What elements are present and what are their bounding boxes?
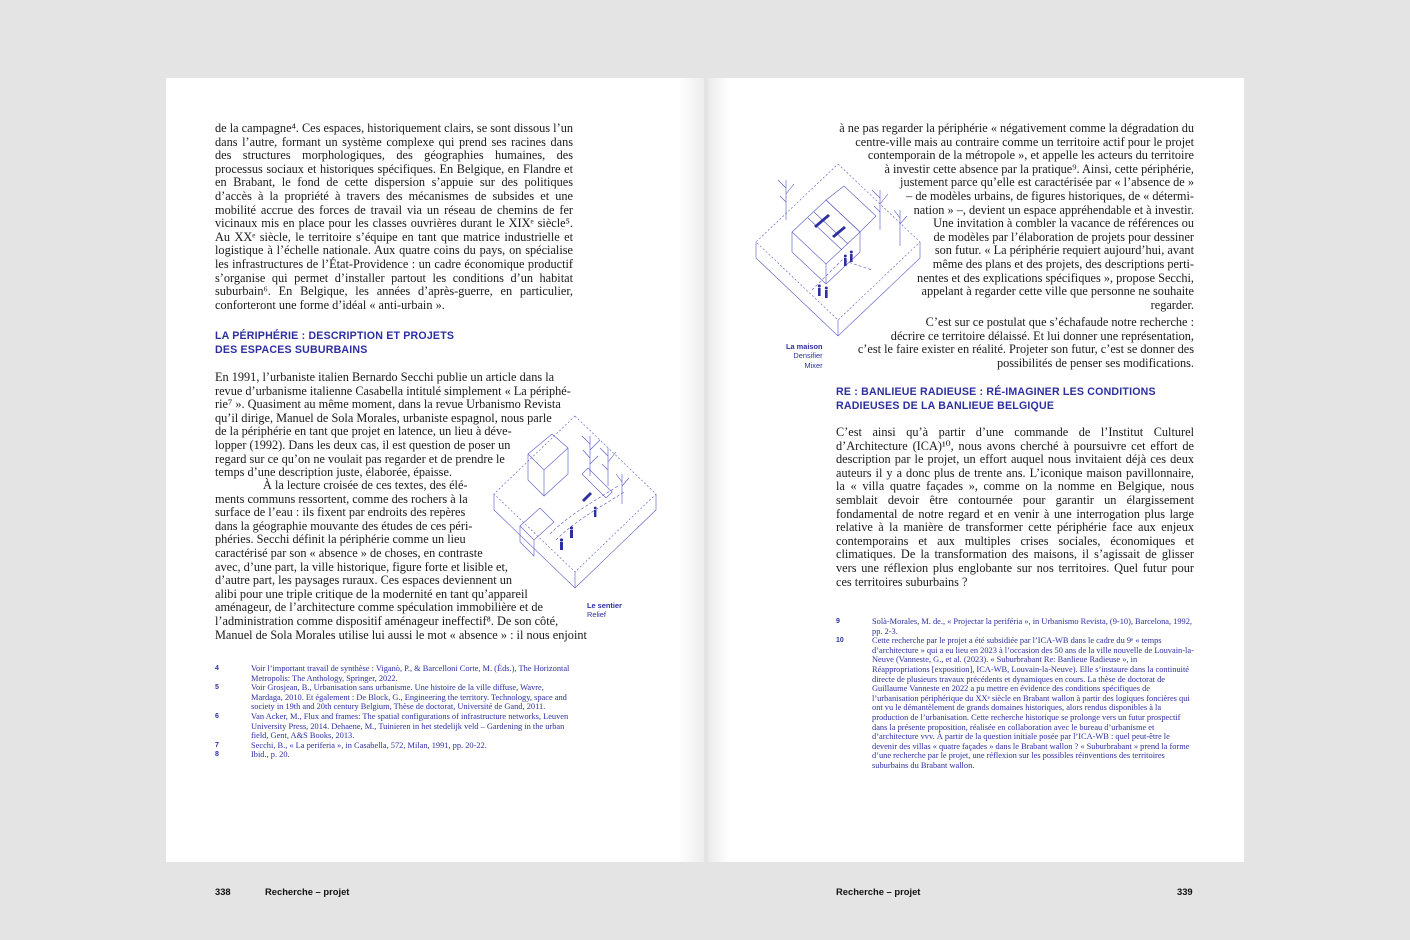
text-line: dans la géographie mouvante des études de ces péri- [215,518,473,533]
footnote-number: 8 [215,751,219,759]
footnote [215,683,575,712]
text-line: avec, d’une part, la ville historique, figure forte et lisible et, [215,559,508,574]
text-line: revue d’urbanisme italienne Casabella intitulé simplement « La périphé- [215,383,571,398]
text-line: nation » –, devient un espace appréhendable et à investir. [913,202,1194,217]
text-line: lopper (1992). Dans les deux cas, il est question de poser un [215,437,511,452]
footnote-number: 6 [215,712,219,720]
text-line: caractérisé par son « absence » de choses, en contraste [215,545,483,560]
footnote-text: Secchi, B., « La periferia », in Casabella, 572, Milan, 1991, pp. 20-22. [251,740,487,750]
house-isometric-illustration [752,160,924,346]
footnote-text: Voir Grosjean, B., Urbanisation sans urbanisme. Une histoire de la ville diffuse, Wavre, Mardaga, 2010. Et également : De Block, G., Engineering the territory. Technology, space and society in 19th and 20th century Belgium, Thèse de doctorat, Université de Gand, 2011. [251,683,567,712]
text-line: appelant à regarder cette ville que personne ne souhaite [921,284,1194,299]
text-line: regard sur ce qu’on ne voulait pas regarder et de prendre le [215,451,505,466]
text-line: son futur. « La périphérie requiert aujourd’hui, avant [934,243,1194,258]
footnote-text: Ibid., p. 20. [251,750,290,760]
footnote-number: 4 [215,665,219,672]
text-line: surface de l’eau : ils fixent par endroits des repères [215,505,466,520]
text-line: c’est le faire exister en réalité. Projeter son futur, c’est se donner des [857,342,1194,357]
text-line: C’est sur ce postulat que s’échafaude notre recherche : [925,315,1194,329]
section-heading: LA PÉRIPHÉRIE : DESCRIPTION ET PROJETS DES ESPACES SUBURBAINS [215,330,455,356]
text-line: regarder. [1150,297,1194,312]
text-line: contemporain de la métropole », et appelle les acteurs du territoire [867,148,1194,163]
page-number: 338 [215,886,231,897]
footnote-number: 10 [836,637,844,645]
text-line: justement parce qu’elle est caractérisée par « l’absence de » [900,175,1194,190]
page-number: 339 [1177,886,1193,897]
footnote [215,741,575,751]
running-title: Recherche – projet [265,886,350,897]
text-line: possibilités de penser ses modifications. [996,355,1194,370]
text-line: de la périphérie en tant que projet en latence, un lieu à déve- [215,424,512,439]
text-line: En 1991, l’urbaniste italien Bernardo Secchi publie un article dans la [215,370,555,384]
footnote-text: Cette recherche par le projet a été subsidiée par l’ICA-WB dans le cadre du 9ᵉ « temps d’architecture » qui a eu lieu en 2023 à l’occasion des 50 ans de la ville nouvelle de Louvain-la-Neuve (Vanneste, G., et al. (2023). « Suburbrabant Re: Banlieue Radieuse », in Réappropriations [exposition], ICA-WB, Louvain-la-Neuve). Elle s’instaure dans la continuité directe de plusieurs travaux précédents et dynamiques en cours. La thèse de doctorat de Guillaume Vanneste en 2022 a pu mettre en évidence des conditions spécifiques de l’urbanisation périphérique du XXᵉ siècle en Brabant wallon à partir des logiques foncières qui ont vu le démantèlement de grands domaines historiques, alors rendus disponibles à la production de l’urbanisation. Cette recherche historique se prolonge vers un futur prospectif dans la présente proposition, réalisée en collaboration avec le bureau d’urbanisme et d’architecture vvv. À partir de la question initiale posée par l’ICA-WB : quel peut-être le devenir des villas « quatre façades » dans le Brabant wallon ? « Suburbrabant » prend la forme d’une recherche par le projet, une réflexion sur les possibles réinventions des territoires suburbains du Brabant wallon. [872,636,1194,770]
text-line: temps d’une description juste, élaborée, épaisse. [215,465,452,480]
text-line: nentes et des explications spécifiques », propose Secchi, [917,270,1194,285]
text-line: alibi pour une triple critique de la modernité en tant qu’appareil [215,586,528,601]
text-line: – de modèles urbains, de figures historiques, de « détermi- [906,188,1194,203]
gutter-shadow [678,78,704,862]
footnote [215,664,575,683]
text-line: l’administration comme dispositif aménageur ineffectif⁸. De son côté, [215,613,559,628]
running-title: Recherche – projet [836,886,921,897]
section-heading: RE : BANLIEUE RADIEUSE : RÉ-IMAGINER LES CONDITIONS RADIEUSES DE LA BANLIEUE BELGIQUE [836,386,1156,412]
footnote-text: Solà-Morales, M. de., « Projectar la periféria », in Urbanismo Revista, (9-10), Barcelona, 1992, pp. 2-3. [872,617,1193,636]
footnote [836,636,1194,770]
text-line: à investir cette absence par la pratique⁹. Ainsi, cette périphérie, [884,161,1194,176]
footnote [215,712,575,741]
text-line: même des plans et des projets, des descriptions perti- [932,256,1194,271]
text-line: rie⁷ ». Quasiment au même moment, dans la revue Urbanismo Revista [215,397,561,412]
body-paragraph: C’est ainsi qu’à partir d’une commande de l’Institut Culturel d’Architecture (ICA)¹⁰, nous avons cherché à poursuivre cet effort de description par le projet, un effort auquel nous invitaient déjà ces deux auteurs il y a donc plus de trente ans. L’iconique maison pavillonnaire, la « villa quatre façades », comme on la nomme en Belgique, nous semblait devoir être contournée pour garantir un élargissement fondamental de notre regard et en venir à une interrogation plus large relative à la manière de transformer cette périphérie face aux enjeux contemporains et aux multiples crises sociales, économiques et climatiques. De la transformation des maisons, il s’agissait de glisser vers une réflexion plus englobante sur nos territoires. Quel futur pour ces territoires suburbains ? [836,425,1194,589]
footnotes [836,617,1194,771]
left-page [166,78,704,897]
text-line: centre-ville mais au contraire comme un territoire actif pour le projet [855,134,1194,149]
text-line: Manuel de Sola Morales utilise lui aussi le mot « absence » : il nous enjoint [215,627,587,642]
text-line: aménageur, de l’architecture comme spéculation immobilière et de [215,600,543,615]
path-isometric-illustration [490,414,660,604]
text-line: phéries. Secchi définit la périphérie comme un lieu [215,532,466,547]
footnote-text: Voir l’important travail de synthèse : Viganò, P., & Barcelloni Corte, M. (Éds.), The Horizontal Metropolis: The Anthology, Springer, 2022. [251,664,570,683]
figure-caption: La maison Densifier Mixer [786,342,823,370]
footnote [836,617,1194,636]
text-line: qu’il dirige, Manuel de Sola Morales, urbaniste espagnol, nous parle [215,410,552,425]
footnote-text: Van Acker, M., Flux and frames: The spatial configurations of infrastructure networks, Leuven University Press, 2014. Dehaene, M., Tuinieren in het stedelijk veld – Gardening in the urban field, Gent, A&S Books, 2013. [251,711,569,741]
text-line: à ne pas regarder la périphérie « négativement comme la dégradation du [839,121,1194,135]
footnotes [215,664,575,760]
footnote [215,750,575,760]
footnote-number: 7 [215,741,219,749]
text-line: de modèles par l’élaboration de projets pour dessiner [933,229,1194,244]
text-line: À la lecture croisée de ces textes, des élé- [263,478,468,492]
body-paragraph: de la campagne⁴. Ces espaces, historiquement clairs, se sont dissous l’un dans l’autre, formant un système complexe qui prend ses racines dans des structures morphologiques, des géographies humaines, des processus sociaux et historiques spécifiques. En Belgique, en Flandre et en Brabant, le fond de cette dispersion s’appuie sur des politiques d’accès à la propriété à travers des mécanismes de subsides et une mobilité accrue des forces de travail via un réseau de chemins de fer vicinaux mis en place pour les classes ouvrières durant le XIXᵉ siècle⁵. Au XXᵉ siècle, le territoire s’équipe en tant que matrice industrielle et logistique à l’échelle nationale. Aux quatre coins du pays, on spécialise les infrastructures de l’État-Providence : un cadre économique productif s’organise qui permet d’installer partout les conditions d’un habitat suburbain⁶. En Belgique, les années d’après-guerre, en particulier, conforteront une forme d’idéal « anti-urbain ». [215,121,573,312]
text-line: Une invitation à combler la vacance de références ou [933,216,1194,231]
gutter-shadow [708,78,730,862]
text-line: d’autre part, les paysages ruraux. Ces espaces deviennent un [215,573,513,588]
text-line: ments communs ressortent, comme des rochers à la [215,491,468,506]
text-line: décrire ce territoire délaissé. Et lui donner une représentation, [890,328,1194,343]
right-page [708,78,1244,897]
footnote-number: 9 [836,618,840,625]
figure-caption: Le sentier Relief [587,601,622,620]
footnote-number: 5 [215,684,219,692]
